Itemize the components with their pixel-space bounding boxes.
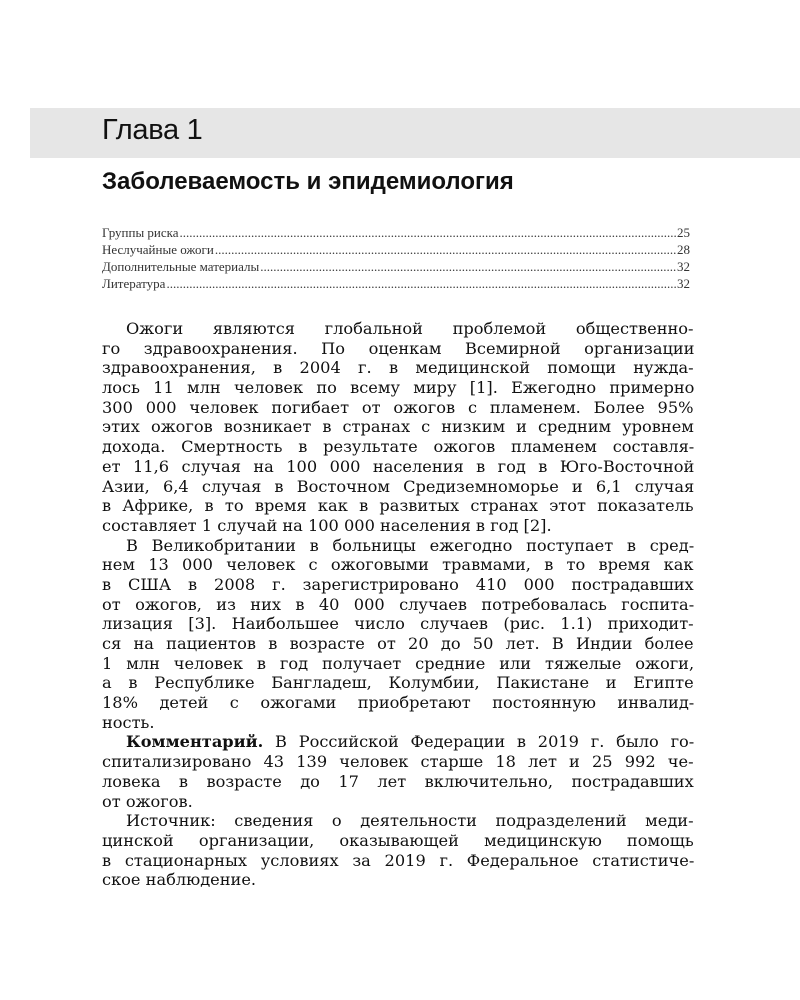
text-line: здравоохранения, в 2004 г. в медицинской помощи нужда- — [102, 358, 694, 378]
text-line: Источник: сведения о деятельности подразделений меди- — [126, 811, 694, 831]
text-line: лось 11 млн человек по всему миру [1]. Ежегодно примерно — [102, 378, 695, 398]
toc-leader-dots — [166, 275, 676, 292]
text-line: 300 000 человек погибает от ожогов с пламенем. Более 95% — [102, 397, 694, 417]
text-line: ское наблюдение. — [102, 870, 257, 890]
comment-text: В Российской Федерации в 2019 г. было го- — [263, 732, 695, 752]
text-line: лизация [3]. Наибольшее число случаев (рис. 1.1) приходит- — [102, 614, 694, 634]
text-line: спитализировано 43 139 человек старше 18 лет и 25 992 че- — [102, 752, 694, 772]
text-line: цинской организации, оказывающей медицинскую помощь — [102, 830, 694, 850]
text-line: 1 млн человек в год получает средние или тяжелые ожоги, — [102, 653, 695, 673]
paragraph-uk-usa — [102, 536, 694, 733]
toc-entry-label: Группы риска — [102, 225, 179, 240]
text-line: нем 13 000 человек с ожоговыми травмами, в то время как — [102, 555, 694, 575]
text-line: дохода. Смертность в результате ожогов пламенем составля- — [102, 437, 695, 457]
text-line: ность. — [102, 712, 155, 732]
text-line: этих ожогов возникает в странах с низким и средним уровнем — [102, 417, 694, 437]
chapter-title: Заболеваемость и эпидемиология — [102, 168, 514, 195]
toc-entry-page: 32 — [677, 259, 690, 274]
toc-leader-dots — [260, 258, 676, 275]
text-line: 18% детей с ожогами приобретают постоянную инвалид- — [102, 693, 695, 713]
body-text — [102, 319, 694, 890]
table-of-contents — [102, 224, 690, 292]
text-line: Азии, 6,4 случая в Восточном Средиземноморье и 6,1 случая — [102, 476, 695, 496]
paragraph-comment — [102, 732, 694, 811]
toc-entry[interactable] — [102, 275, 690, 292]
toc-entry-page: 25 — [677, 225, 690, 240]
text-line: В Великобритании в больницы ежегодно поступает в сред- — [126, 535, 695, 555]
toc-entry-label: Дополнительные материалы — [102, 259, 260, 274]
text-line: в США в 2008 г. зарегистрировано 410 000 пострадавших — [102, 574, 694, 594]
text-line: в Африке, в то время как в развитых странах этот показатель — [102, 496, 694, 516]
toc-entry-page: 32 — [677, 276, 690, 291]
toc-entry[interactable] — [102, 258, 690, 275]
text-line: ловека в возрасте до 17 лет включительно, пострадавших — [102, 771, 694, 791]
text-line: ся на пациентов в возрасте от 20 до 50 лет. В Индии более — [102, 634, 694, 653]
text-line: от ожогов, из них в 40 000 случаев потребовалась госпита- — [102, 594, 695, 614]
paragraph-source — [102, 811, 694, 890]
toc-leader-dots — [215, 241, 676, 258]
toc-entry[interactable] — [102, 224, 690, 241]
comment-lead: Комментарий. — [126, 732, 264, 752]
paragraph-intro — [102, 319, 694, 536]
toc-entry-page: 28 — [677, 242, 690, 257]
text-line: в стационарных условиях за 2019 г. Федеральное статистиче- — [102, 850, 695, 870]
text-line: Ожоги являются глобальной проблемой общественно- — [126, 319, 694, 338]
chapter-label: Глава 1 — [102, 114, 203, 146]
text-line: от ожогов. — [102, 791, 193, 811]
text-line: а в Республике Бангладеш, Колумбии, Пакистане и Египте — [102, 673, 694, 693]
text-line: ет 11,6 случая на 100 000 населения в год в Юго-Восточной — [102, 456, 695, 476]
text-line — [102, 732, 694, 752]
toc-entry-label: Литература — [102, 276, 166, 291]
toc-entry-label: Неслучайные ожоги — [102, 242, 214, 257]
toc-leader-dots — [180, 224, 676, 241]
text-line: го здравоохранения. По оценкам Всемирной организации — [102, 338, 695, 358]
toc-entry[interactable] — [102, 241, 690, 258]
text-line: составляет 1 случай на 100 000 населения в год [2]. — [102, 515, 552, 535]
